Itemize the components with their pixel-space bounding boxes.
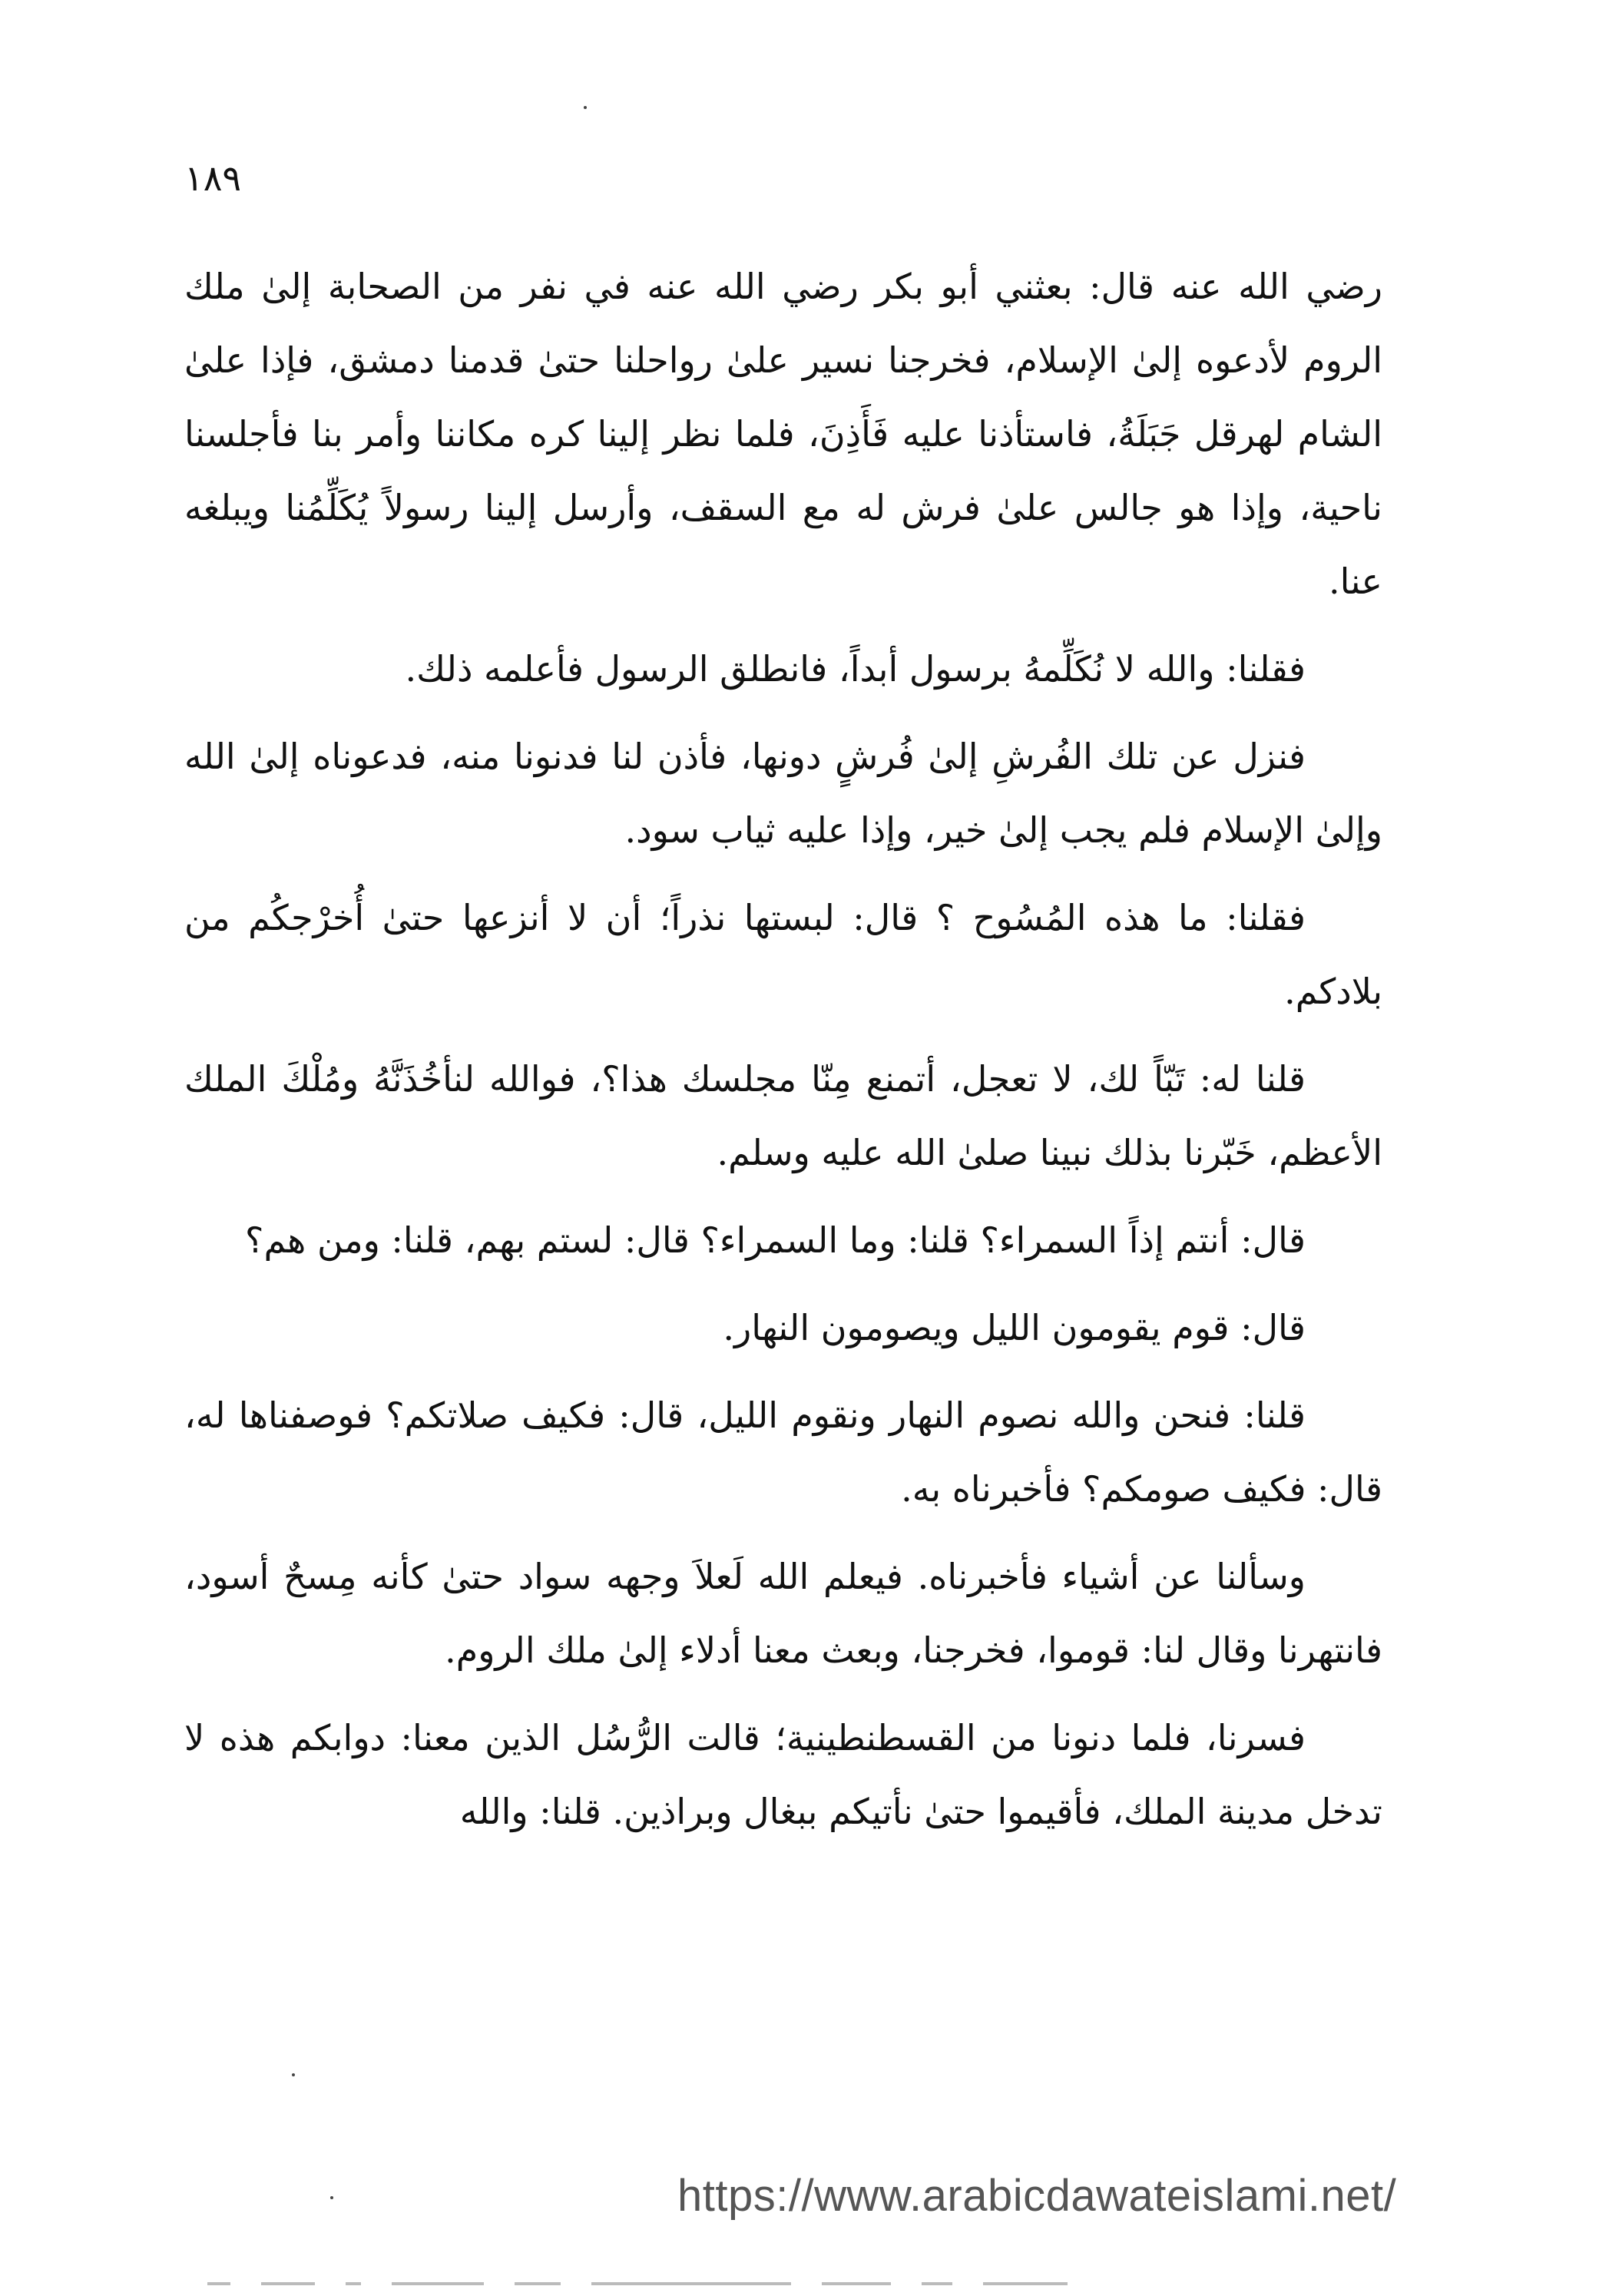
paragraph-3: فنزل عن تلك الفُرشِ إلىٰ فُرشٍ دونها، فأذن لنا فدنونا منه، فدعوناه إلىٰ الله وإلىٰ الإسلام فلم يجب إلىٰ خير، وإذا عليه ثياب سود.	[184, 736, 1382, 851]
paragraph-8: قلنا: فنحن والله نصوم النهار ونقوم الليل، قال: فكيف صلاتكم؟ فوصفناها له، قال: فكيف صومكم؟ فأخبرناه به.	[184, 1394, 1382, 1510]
scan-speck	[292, 2073, 295, 2076]
paragraph-2: فقلنا: والله لا نُكَلِّمهُ برسول أبداً، فانطلق الرسول فأعلمه ذلك.	[405, 648, 1306, 690]
body-text	[184, 250, 1382, 1862]
paragraph-7: قال: قوم يقومون الليل ويصومون النهار.	[723, 1307, 1306, 1348]
paragraph-5: قلنا له: تَبّاً لك، لا تعجل، أتمنع مِنّا مجلسك هذا؟، فوالله لنأخُذَنَّهُ ومُلْكَ الملك الأعظم، خَبّرنا بذلك نبينا صلىٰ الله عليه وسلم.	[184, 1058, 1382, 1173]
scan-speck	[330, 2196, 333, 2199]
scan-speck	[584, 106, 587, 109]
paragraph-9: وسألنا عن أشياء فأخبرناه. فيعلم الله لَعلاَ وجهه سواد حتىٰ كأنه مِسحٌ أسود، فانتهرنا وقال لنا: قوموا، فخرجنا، وبعث معنا أدلاء إلىٰ ملك الروم.	[184, 1556, 1382, 1671]
paragraph-6: قال: أنتم إذاً السمراء؟ قلنا: وما السمراء؟ قال: لستم بهم، قلنا: ومن هم؟	[245, 1219, 1306, 1261]
page-number: ١٨٩	[184, 157, 242, 199]
scan-edge-marks	[207, 2282, 1482, 2287]
paragraph-10: فسرنا، فلما دنونا من القسطنطينية؛ قالت الرُّسُل الذين معنا: دوابكم هذه لا تدخل مدينة الملك، فأقيموا حتىٰ نأتيكم ببغال وبراذين. قلنا: والله	[184, 1717, 1382, 1832]
watermark-url[interactable]: https://www.arabicdawateislami.net/	[677, 2171, 1397, 2221]
paragraph-4: فقلنا: ما هذه المُسُوح ؟ قال: لبستها نذراً؛ أن لا أنزعها حتىٰ أُخرْجكُم من بلادكم.	[184, 897, 1382, 1012]
paragraph-1: رضي الله عنه قال: بعثني أبو بكر رضي الله عنه في نفر من الصحابة إلىٰ ملك الروم لأدعوه إلىٰ الإسلام، فخرجنا نسير علىٰ رواحلنا حتىٰ قدمنا دمشق، فإذا علىٰ الشام لهرقل جَبَلَةُ، فاستأذنا عليه فَأَذِنَ، فلما نظر إلينا كره مكاننا وأمر بنا فأجلسنا ناحية، وإذا هو جالس علىٰ فرش له مع السقف، وأرسل إلينا رسولاً يُكَلِّمُنا ويبلغه عنا.	[184, 266, 1382, 602]
